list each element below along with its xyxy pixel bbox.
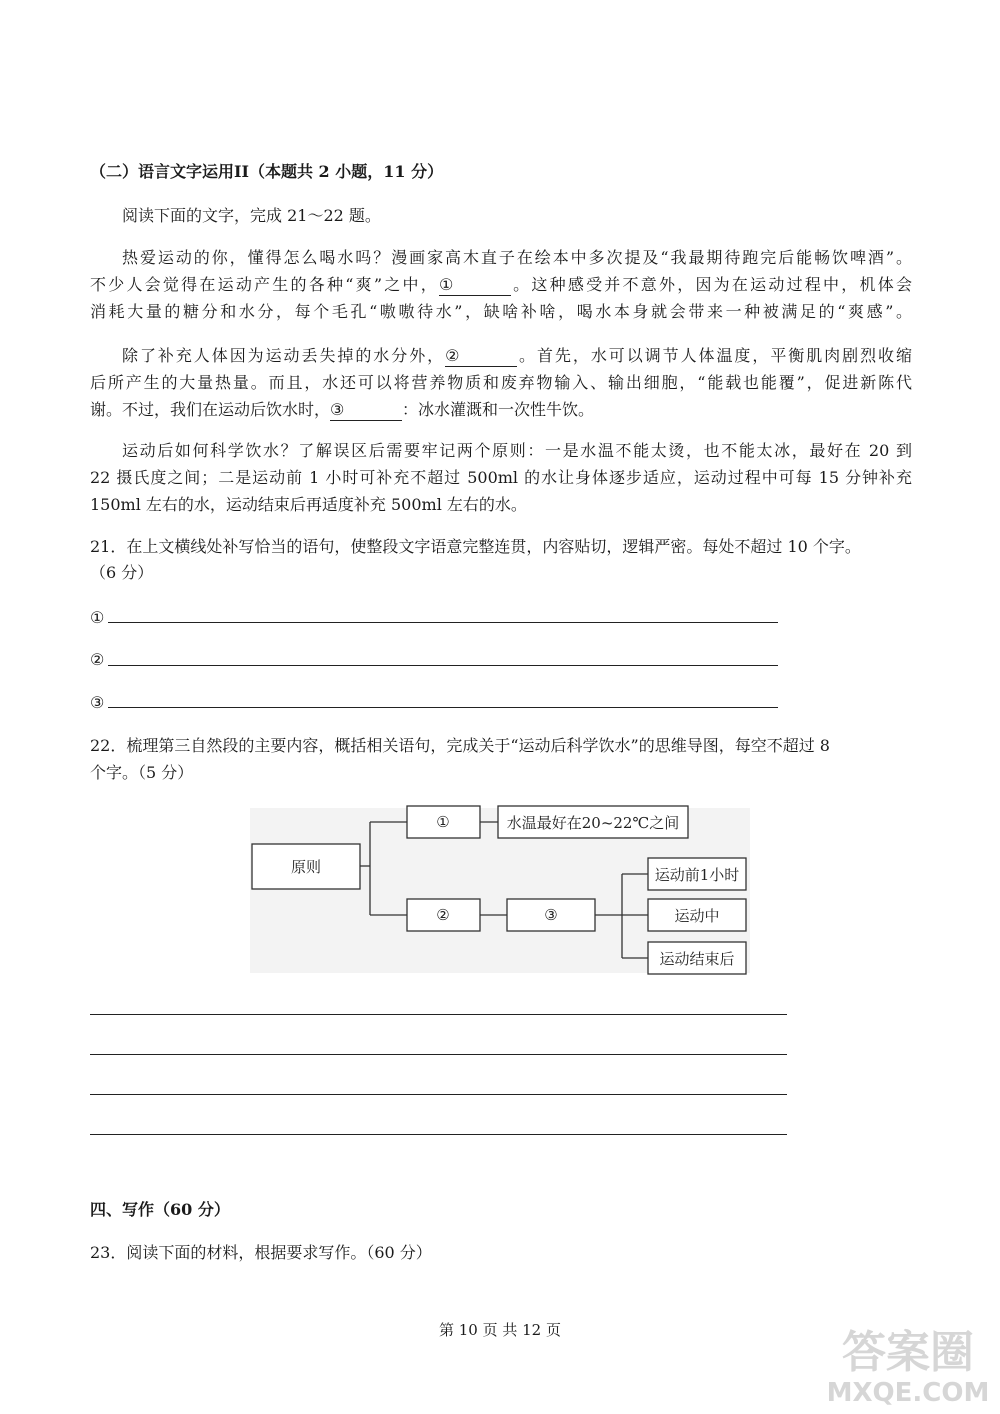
paragraph-text: 。这种感受并不意外，因为在运动过程中，机体会 [510, 275, 912, 294]
paragraph-text: 。首先，水可以调节人体温度，平衡肌肉剧烈收缩 [517, 346, 912, 365]
answer-line-2[interactable] [108, 665, 778, 666]
paragraph-line: 热爱运动的你，懂得怎么喝水吗？漫画家高木直子在绘本中多次提及“我最期待跑完后能畅饮啤酒”。 [122, 248, 912, 267]
passage-paragraph-1 [90, 244, 912, 325]
answer-line-3[interactable] [108, 707, 778, 708]
paragraph-line: 150ml 左右的水，运动结束后再适度补充 500ml 左右的水。 [90, 495, 527, 514]
paragraph-line: 消耗大量的糖分和水分，每个毛孔“嗷嗷待水”，缺啥补啥，喝水本身就会带来一种被满足的“爽感”。 [90, 302, 912, 321]
paragraph-line: 后所产生的大量热量。而且，水还可以将营养物质和废弃物输入、输出细胞，“能载也能覆”，促进新陈代 [90, 373, 912, 392]
paragraph-text: 不少人会觉得在运动产生的各种“爽”之中， [90, 275, 439, 294]
section-header: （二）语言文字运用II（本题共 2 小题，11 分） [90, 162, 444, 181]
leaf-label-2: 运动中 [674, 907, 720, 925]
watermark-top-text: 答案圈 [842, 1327, 974, 1378]
paragraph-text: ：冰水灌溉和一次性牛饮。 [402, 400, 595, 419]
section-header-writing: 四、写作（60 分） [90, 1200, 230, 1219]
leaf-label-3: 运动结束后 [659, 950, 735, 968]
paragraph-line [90, 271, 912, 298]
branch-label-2: ② [436, 906, 450, 924]
answer-line-4[interactable] [90, 1014, 787, 1015]
question-22-prompt: 22．梳理第三自然段的主要内容，概括相关语句，完成关于“运动后科学饮水”的思维导图，每空不超过 8 [90, 736, 830, 755]
answer-line-6[interactable] [90, 1094, 787, 1095]
answer-line-5[interactable] [90, 1054, 787, 1055]
paragraph-text: 谢。不过，我们在运动后饮水时， [90, 400, 331, 419]
watermark-logo [818, 1328, 998, 1408]
detail-label: 水温最好在20~22℃之间 [506, 814, 680, 832]
paragraph-line: 22 摄氏度之间；二是运动前 1 小时可补充不超过 500ml 的水让身体逐步适应，运动过程中可每 15 分钟补充 [90, 468, 912, 487]
answer-line-7[interactable] [90, 1134, 787, 1135]
root-label: 原则 [290, 858, 322, 876]
paragraph-line [90, 396, 912, 423]
question-21-score: （6 分） [90, 563, 154, 582]
paragraph-text: 除了补充人体因为运动丢失掉的水分外， [122, 346, 446, 365]
branch-label-1: ① [436, 813, 450, 831]
answer-marker-3: ③ [90, 693, 105, 712]
blank-3: ③ [330, 400, 402, 421]
leaf-label-1: 运动前1小时 [654, 866, 740, 884]
reading-instruction: 阅读下面的文字，完成 21～22 题。 [122, 206, 381, 225]
paragraph-line [90, 342, 912, 369]
blank-2: ② [445, 346, 517, 367]
passage-paragraph-3 [90, 437, 912, 518]
question-22-score: 个字。（5 分） [90, 763, 194, 782]
mind-map [250, 800, 750, 975]
question-21-prompt: 21．在上文横线处补写恰当的语句，使整段文字语意完整连贯，内容贴切，逻辑严密。每处不超过 10 个字。 [90, 537, 861, 556]
answer-marker-1: ① [90, 608, 105, 627]
answer-line-1[interactable] [108, 622, 778, 623]
blank-1: ① [439, 275, 511, 296]
answer-marker-2: ② [90, 650, 105, 669]
branch-label-3: ③ [544, 906, 558, 924]
question-23-prompt: 23．阅读下面的材料，根据要求写作。（60 分） [90, 1243, 432, 1262]
watermark-bottom-text: MXQE.COM [826, 1378, 990, 1408]
paragraph-line: 运动后如何科学饮水？了解误区后需要牢记两个原则：一是水温不能太烫，也不能太冰，最好在 20 到 [122, 441, 912, 460]
passage-paragraph-2 [90, 342, 912, 423]
page-number-footer: 第 10 页 共 12 页 [438, 1321, 561, 1339]
